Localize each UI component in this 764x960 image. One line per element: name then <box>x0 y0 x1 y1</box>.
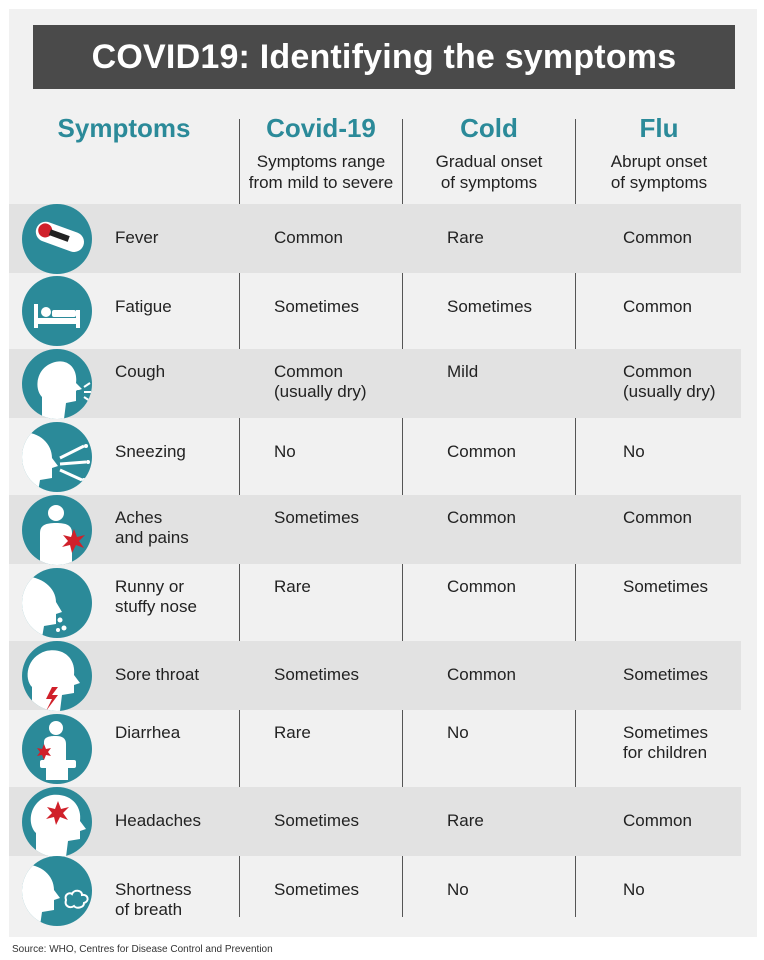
table-row <box>9 273 741 349</box>
flu-value <box>623 723 708 763</box>
table-row <box>9 495 741 564</box>
symptom-name <box>115 880 192 920</box>
cold-value <box>447 665 516 685</box>
cell-line: No <box>274 442 296 461</box>
subheader-line: Symptoms range <box>256 152 386 171</box>
cold-value <box>447 577 516 597</box>
header-cold: Cold <box>460 113 518 143</box>
subheader-line: Gradual onset <box>435 152 543 171</box>
cell-line: Sore throat <box>115 665 200 684</box>
diarrhea-icon <box>22 714 92 784</box>
symptom-name <box>115 362 165 382</box>
cold-value <box>447 508 516 528</box>
flu-value <box>623 442 645 462</box>
cell-line: Fever <box>115 228 159 247</box>
cell-line: (usually dry) <box>274 382 367 401</box>
thermometer-icon <box>22 204 92 274</box>
source-note: Source: WHO, Centres for Disease Control and Prevention <box>12 944 273 955</box>
cell-line: Common <box>623 297 692 316</box>
flu-value <box>623 577 708 597</box>
page-title: COVID19: Identifying the symptoms <box>33 25 735 89</box>
flu-value <box>623 880 645 900</box>
symptom-name <box>115 811 201 831</box>
cell-line: Common <box>623 508 692 527</box>
subheader-covid <box>241 151 401 193</box>
cell-line: Common <box>447 665 516 684</box>
table-row <box>9 856 741 926</box>
cell-line: Aches <box>115 508 163 527</box>
cell-line: Rare <box>274 577 311 596</box>
table-row <box>9 418 741 495</box>
cell-line: Sometimes <box>274 508 360 527</box>
cell-line: Fatigue <box>115 297 172 316</box>
cold-value <box>447 362 478 382</box>
table-row <box>9 564 741 641</box>
cold-value <box>447 723 469 743</box>
cell-line: Mild <box>447 362 479 381</box>
cell-line: No <box>623 442 645 461</box>
symptom-name <box>115 228 158 248</box>
cell-line: of breath <box>115 900 183 919</box>
table-row <box>9 349 741 418</box>
cell-line: Diarrhea <box>115 723 181 742</box>
subheader-flu <box>577 151 741 193</box>
cell-line: Common <box>447 442 516 461</box>
covid-value <box>274 723 311 743</box>
covid-value <box>274 362 367 402</box>
covid-value <box>274 665 359 685</box>
cell-line: Sometimes <box>623 665 709 684</box>
sore-throat-icon <box>22 641 92 711</box>
flu-value <box>623 297 692 317</box>
symptom-name <box>115 297 172 317</box>
cell-line: No <box>623 880 645 899</box>
cell-line: Common <box>623 811 692 830</box>
runny-nose-icon <box>22 568 92 638</box>
covid-value <box>274 577 311 597</box>
cell-line: Common <box>447 508 516 527</box>
subheader-line: from mild to severe <box>248 173 394 192</box>
cell-line: Headaches <box>115 811 202 830</box>
header-flu: Flu <box>639 113 679 143</box>
cell-line: Sometimes <box>623 723 709 742</box>
flu-value <box>623 811 692 831</box>
symptom-name <box>115 665 199 685</box>
cell-line: and pains <box>115 528 189 547</box>
flu-value <box>623 508 692 528</box>
infographic <box>9 9 757 937</box>
shortness-of-breath-icon <box>22 856 92 926</box>
cell-line: Shortness <box>115 880 192 899</box>
cell-line: Sometimes <box>274 811 360 830</box>
subheader-line: Abrupt onset <box>610 152 708 171</box>
subheader-cold <box>404 151 574 193</box>
cell-line: Sometimes <box>623 577 709 596</box>
covid-value <box>274 880 359 900</box>
headache-icon <box>22 787 92 857</box>
table-row <box>9 787 741 856</box>
cell-line: Common <box>623 362 692 381</box>
bed-icon <box>22 276 92 346</box>
cell-line: No <box>447 723 469 742</box>
flu-value <box>623 228 692 248</box>
cell-line: Common <box>274 228 343 247</box>
cell-line: Sometimes <box>274 297 360 316</box>
cell-line: Sometimes <box>274 880 360 899</box>
cell-line: Sometimes <box>274 665 360 684</box>
cold-value <box>447 442 516 462</box>
table-row <box>9 204 741 273</box>
cold-value <box>447 811 484 831</box>
symptom-name <box>115 577 197 617</box>
covid-value <box>274 297 359 317</box>
flu-value <box>623 362 716 402</box>
cold-value <box>447 297 532 317</box>
header-covid: Covid-19 <box>266 113 376 143</box>
cell-line: stuffy nose <box>115 597 197 616</box>
cold-value <box>447 228 484 248</box>
cold-value <box>447 880 469 900</box>
cell-line: for children <box>623 743 708 762</box>
symptom-name <box>115 508 189 548</box>
cell-line: No <box>447 880 469 899</box>
cell-line: (usually dry) <box>623 382 716 401</box>
flu-value <box>623 665 708 685</box>
symptom-name <box>115 723 180 743</box>
cell-line: Rare <box>447 811 484 830</box>
subheader-line: of symptoms <box>610 173 708 192</box>
cell-line: Rare <box>447 228 484 247</box>
cough-icon <box>22 349 92 419</box>
covid-value <box>274 228 343 248</box>
cell-line: Rare <box>274 723 311 742</box>
subheader-line: of symptoms <box>440 173 538 192</box>
symptom-name <box>115 442 186 462</box>
cell-line: Runny or <box>115 577 184 596</box>
aches-icon <box>22 495 92 565</box>
cell-line: Common <box>447 577 516 596</box>
cell-line: Common <box>623 228 692 247</box>
cell-line: Sneezing <box>115 442 186 461</box>
cell-line: Cough <box>115 362 166 381</box>
cell-line: Common <box>274 362 343 381</box>
header-symptoms: Symptoms <box>57 113 191 143</box>
covid-value <box>274 508 359 528</box>
covid-value <box>274 811 359 831</box>
table-row <box>9 641 741 710</box>
table-row <box>9 710 741 787</box>
covid-value <box>274 442 296 462</box>
cell-line: Sometimes <box>447 297 533 316</box>
sneeze-icon <box>22 422 92 492</box>
